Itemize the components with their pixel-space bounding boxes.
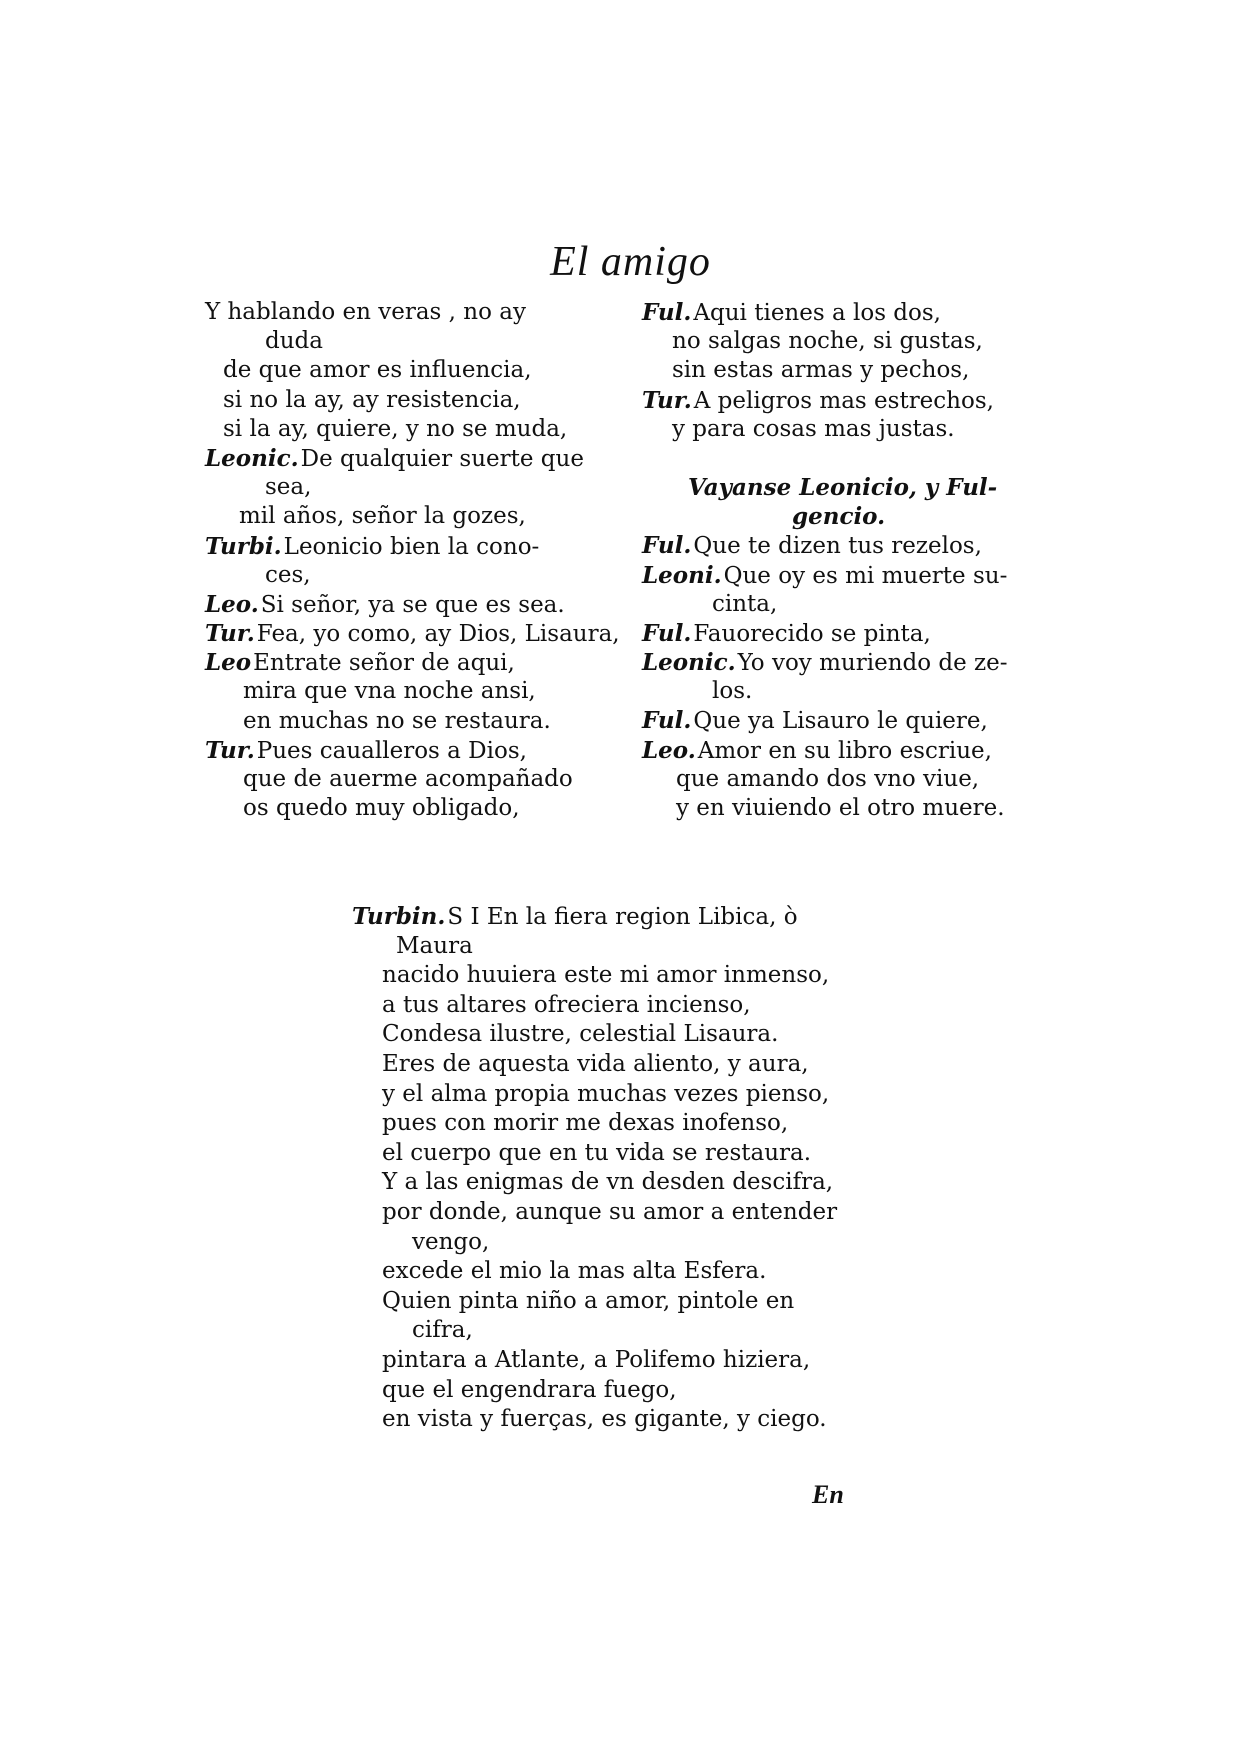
verse-line bbox=[642, 386, 1062, 415]
verse-line bbox=[642, 794, 1062, 823]
verse-text: cinta, bbox=[712, 590, 778, 617]
verse-text: que el engendrara fuego, bbox=[382, 1376, 677, 1403]
verse-line bbox=[352, 1287, 912, 1317]
verse-text: duda bbox=[265, 328, 323, 355]
verse-text: no salgas noche, si gustas, bbox=[672, 328, 983, 355]
verse-text: Que oy es mi muerte su- bbox=[723, 562, 1008, 589]
verse-text: y el alma propia muchas vezes pienso, bbox=[382, 1080, 830, 1107]
verse-line bbox=[205, 502, 615, 531]
verse-text: De qualquier suerte que bbox=[300, 445, 584, 472]
speaker-name: Turbi. bbox=[205, 532, 282, 560]
verse-line bbox=[352, 1050, 912, 1080]
verse-text: Leonicio bien la cono- bbox=[283, 533, 540, 560]
verse-line bbox=[642, 736, 1062, 765]
verse-text: mil años, señor la gozes, bbox=[239, 503, 526, 530]
verse-text: Y a las enigmas de vn desden descifra, bbox=[382, 1169, 834, 1196]
verse-line bbox=[205, 590, 615, 619]
speaker-name: Leonic. bbox=[205, 444, 299, 472]
speaker-name: Turbin. bbox=[352, 903, 446, 930]
verse-text: Y hablando en veras , no ay bbox=[205, 299, 526, 325]
verse-text: si la ay, quiere, y no se muda, bbox=[223, 415, 568, 442]
verse-text: Que te dizen tus rezelos, bbox=[693, 533, 982, 560]
verse-text: a tus altares ofreciera incienso, bbox=[382, 991, 751, 1018]
verse-text: el cuerpo que en tu vida se restaura. bbox=[382, 1139, 812, 1166]
verse-line bbox=[642, 327, 1062, 356]
verse-line bbox=[642, 561, 1062, 590]
speaker-name: Leo. bbox=[205, 590, 259, 618]
verse-text: Condesa ilustre, celestial Lisaura. bbox=[382, 1021, 779, 1048]
speaker-name: Ful. bbox=[642, 619, 692, 647]
verse-line bbox=[352, 1080, 912, 1110]
verse-text: nacido huuiera este mi amor inmenso, bbox=[382, 962, 830, 989]
verse-text: en vista y fuerças, es gigante, y ciego. bbox=[382, 1406, 827, 1433]
verse-line bbox=[205, 648, 615, 677]
verse-line bbox=[352, 1346, 912, 1376]
verse-text: Yo voy muriendo de ze- bbox=[737, 650, 1008, 677]
verse-line bbox=[642, 706, 1062, 735]
speaker-name: Leo. bbox=[642, 736, 696, 764]
verse-line bbox=[352, 991, 912, 1021]
speaker-name: Leoni. bbox=[642, 561, 722, 589]
speaker-name: Leonic. bbox=[642, 649, 736, 677]
verse-line bbox=[352, 1405, 912, 1435]
verse-text: Maura bbox=[396, 932, 473, 959]
verse-line bbox=[352, 1257, 912, 1287]
verse-text: sin estas armas y pechos, bbox=[672, 357, 970, 384]
verse-line bbox=[352, 1139, 912, 1169]
verse-line bbox=[352, 1168, 912, 1198]
verse-line bbox=[205, 765, 615, 794]
verse-line bbox=[205, 444, 615, 473]
verse-text: Que ya Lisauro le quiere, bbox=[693, 708, 988, 735]
stage-direction-line-1: Vayanse Leonicio, y Ful- bbox=[688, 473, 998, 501]
verse-text: sea, bbox=[265, 474, 312, 501]
right-column-top bbox=[642, 298, 1062, 444]
verse-line bbox=[642, 590, 1062, 619]
page-title: El amigo bbox=[550, 239, 711, 285]
verse-text: que amando dos vno viue, bbox=[676, 765, 980, 792]
right-column bbox=[642, 298, 1062, 823]
verse-line bbox=[205, 415, 615, 444]
verse-line bbox=[642, 531, 1062, 560]
verse-text: por donde, aunque su amor a entender bbox=[382, 1198, 838, 1225]
verse-line bbox=[205, 473, 615, 502]
speaker-name: Ful. bbox=[642, 532, 692, 560]
verse-line bbox=[352, 1020, 912, 1050]
verse-line bbox=[205, 707, 615, 736]
verse-line bbox=[642, 648, 1062, 677]
verse-text: ces, bbox=[265, 561, 311, 588]
verse-text: S I En la fiera region Libica, ò bbox=[447, 904, 798, 930]
verse-line bbox=[205, 561, 615, 590]
verse-text: Pues caualleros a Dios, bbox=[256, 737, 527, 764]
verse-line bbox=[205, 532, 615, 561]
verse-text: Si señor, ya se que es sea. bbox=[260, 591, 565, 618]
verse-text: vengo, bbox=[412, 1228, 490, 1255]
verse-text: pues con morir me dexas inofenso, bbox=[382, 1110, 789, 1137]
verse-text: que de auerme acompañado bbox=[243, 766, 573, 792]
verse-line bbox=[352, 961, 912, 991]
verse-line bbox=[352, 1316, 912, 1346]
verse-line bbox=[352, 932, 912, 962]
verse-line bbox=[642, 619, 1062, 648]
verse-line bbox=[352, 902, 912, 932]
verse-text: excede el mio la mas alta Esfera. bbox=[382, 1258, 767, 1285]
verse-text: mira que vna noche ansi, bbox=[243, 678, 536, 705]
verse-line bbox=[352, 1228, 912, 1258]
verse-text: los. bbox=[712, 678, 753, 705]
verse-line bbox=[205, 298, 615, 327]
speaker-name: Leo bbox=[205, 649, 252, 677]
verse-line bbox=[642, 677, 1062, 706]
verse-line bbox=[205, 356, 615, 385]
verse-line bbox=[642, 356, 1062, 385]
verse-line bbox=[205, 619, 620, 648]
verse-line bbox=[205, 736, 615, 765]
verse-text: y en viuiendo el otro muere. bbox=[676, 795, 1005, 821]
verse-text: y para cosas mas justas. bbox=[672, 415, 955, 442]
verse-text: de que amor es influencia, bbox=[223, 357, 532, 384]
speaker-name: Tur. bbox=[642, 386, 692, 414]
verse-text: Aqui tienes a los dos, bbox=[693, 300, 941, 326]
verse-line bbox=[352, 1198, 912, 1228]
verse-text: Eres de aquesta vida aliento, y aura, bbox=[382, 1050, 809, 1077]
verse-text: Fauorecido se pinta, bbox=[693, 620, 931, 647]
right-column-bottom bbox=[642, 531, 1062, 823]
verse-text: en muchas no se restaura. bbox=[243, 707, 551, 734]
speaker-name: Ful. bbox=[642, 707, 692, 735]
verse-line bbox=[205, 677, 615, 706]
verse-line bbox=[205, 327, 615, 356]
verse-text: Fea, yo como, ay Dios, Lisaura, bbox=[256, 621, 620, 648]
verse-line bbox=[642, 298, 1062, 327]
verse-text: cifra, bbox=[412, 1317, 473, 1344]
speaker-name: Tur. bbox=[205, 620, 255, 648]
verse-line bbox=[205, 794, 615, 823]
verse-line bbox=[205, 386, 615, 415]
verse-line bbox=[352, 1109, 912, 1139]
verse-text: si no la ay, ay resistencia, bbox=[223, 386, 521, 413]
verse-line bbox=[352, 1376, 912, 1406]
catchword: En bbox=[812, 1480, 844, 1509]
stage-direction-gap bbox=[642, 444, 1062, 473]
left-column bbox=[205, 298, 620, 823]
speaker-name: Tur. bbox=[205, 736, 255, 764]
sonnet bbox=[352, 902, 912, 1435]
verse-text: A peligros mas estrechos, bbox=[693, 387, 994, 414]
verse-text: pintara a Atlante, a Polifemo hiziera, bbox=[382, 1346, 811, 1373]
verse-text: os quedo muy obligado, bbox=[243, 795, 520, 822]
verse-line bbox=[642, 415, 1062, 444]
verse-text: Amor en su libro escriue, bbox=[697, 737, 992, 764]
speaker-name: Ful. bbox=[642, 299, 692, 326]
verse-text: Entrate señor de aqui, bbox=[253, 650, 515, 677]
stage-direction-line-2: gencio. bbox=[792, 503, 886, 531]
verse-text: Quien pinta niño a amor, pintole en bbox=[382, 1287, 795, 1314]
verse-line bbox=[642, 765, 1062, 794]
